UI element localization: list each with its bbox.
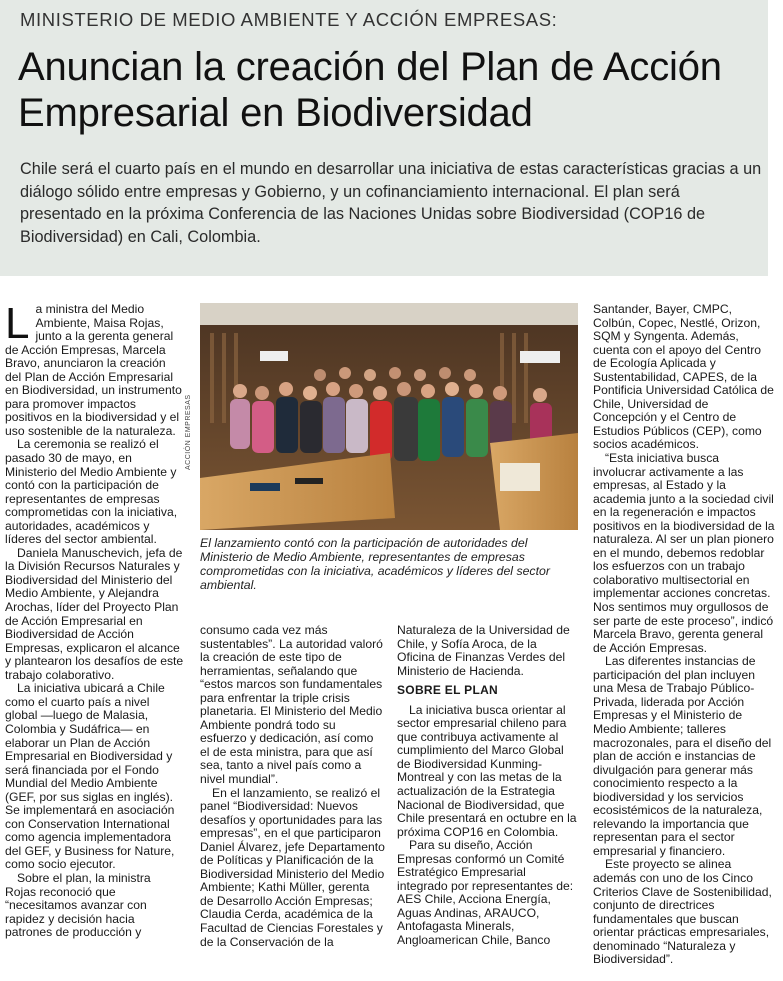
article-header xyxy=(0,0,768,276)
paragraph: consumo cada vez más sustentables”. La autoridad valoró la creación de este tipo de herramientas, señalando que “estos marcos son fundamentales para enfrentar la triple crisis planetaria. El Ministerio del Medio Ambiente pondrá todo su esfuerzo y dedicación, así como el de esta ministra, para que así sea, tanto a nivel país como a nivel mundial”. xyxy=(200,623,383,787)
paragraph: Este proyecto se alinea además con uno de los Cinco Criterios Clave de Sostenibilidad, conjunto de directrices fundamentales que buscan orientar prácticas empresariales, denominado “Naturaleza y Biodiversidad”. xyxy=(593,857,772,967)
paragraph: “Esta iniciativa busca involucrar activamente a las empresas, al Estado y la academia junto a la sociedad civil en la regeneración e impactos positivos en la biodiversidad de la naturaleza. Al ser un plan pionero en el mundo, debemos redoblar los esfuerzos con un trabajo colaborativo multisectorial en implementar acciones concretas. Nos sentimos muy orgullosos de ser parte de este proceso”, indicó Marcela Bravo, gerenta general de Acción Empresas. xyxy=(593,451,775,655)
column-2 xyxy=(200,624,385,949)
paragraph: En el lanzamiento, se realizó el panel “Biodiversidad: Nuevos desafíos y oportunidades para las empresas”, en el que participaron Daniel Álvarez, jefe Departamento de Políticas y Planificación de la Biodiversidad Ministerio del Medio Ambiente; Kathi Müller, gerenta de Desarrollo Acción Empresas; Claudia Cerda, académica de la Facultad de Ciencias Forestales y de la Conservación de la xyxy=(200,785,385,949)
photo-credit: ACCIÓN EMPRESAS xyxy=(185,394,192,470)
paragraph-text: a ministra del Medio Ambiente, Maisa Rojas, junto a la gerenta general de Acción Empresas, Marcela Bravo, anunciaron la creación del Plan de Acción Empresarial en Biodiversidad, un instrumento para promover impactos positivos en la biodiversidad y el uso sostenible de la naturaleza. xyxy=(5,302,182,438)
group-photo-illustration xyxy=(200,303,578,530)
column-4 xyxy=(593,303,775,967)
headline: Anuncian la creación del Plan de Acción Empresarial en Biodiversidad xyxy=(18,45,722,135)
paragraph: Naturaleza de la Universidad de Chile, y Sofía Aroca, de la Oficina de Finanzas Verdes del Ministerio de Hacienda. xyxy=(397,623,570,678)
paragraph: Santander, Bayer, CMPC, Colbún, Copec, Nestlé, Orizon, SQM y Syngenta. Además, cuenta con el apoyo del Centro de Ecología Aplicada y Sustentabilidad, CAPES, de la Pontificia Universidad Católica de Chile, Universidad de Concepción y el Centro de Estudios Públicos (CEP), como socios académicos. xyxy=(593,302,774,452)
event-photo xyxy=(200,303,578,530)
paragraph: La ceremonia se realizó el pasado 30 de mayo, en Ministerio del Medio Ambiente y contó con la participación de representantes de empresas comprometidas con la iniciativa, autoridades, académicos y líderes del sector ambiental. xyxy=(5,437,178,547)
photo-caption: El lanzamiento contó con la participación de autoridades del Ministerio de Medio Ambiente, representantes de empresas comprometidas con la iniciativa, académicos y líderes del sector ambiental. xyxy=(200,536,550,592)
drop-cap: L xyxy=(5,299,30,348)
paragraph: Sobre el plan, la ministra Rojas reconoció que “necesitamos avanzar con rapidez y decisión hacia patrones de producción y xyxy=(5,870,151,940)
paragraph xyxy=(5,299,185,438)
lead-paragraph: Chile será el cuarto país en el mundo en desarrollar una iniciativa de estas características gracias a un diálogo sólido entre empresas y Gobierno, y un cofinanciamiento internacional. El plan será presentado en la próxima Conferencia de las Naciones Unidas sobre Biodiversidad (COP16 de Biodiversidad) en Cali, Colombia. xyxy=(20,160,762,246)
section-subhead: SOBRE EL PLAN xyxy=(397,683,499,698)
column-1 xyxy=(5,299,185,940)
paragraph: La iniciativa ubicará a Chile como el cuarto país a nivel global —luego de Malasia, Colombia y Sudáfrica— en elaborar un Plan de Acción Empresarial en Biodiversidad y será financiada por el Fondo Mundial del Medio Ambiente (GEF, por sus siglas en inglés). Se implementará en asociación con Conservation International como agencia implementadora del GEF, y Business for Nature, como socio ejecutor. xyxy=(5,681,175,872)
paragraph: La iniciativa busca orientar al sector empresarial chileno para que contribuya activamente al cumplimiento del Marco Global de Biodiversidad Kunming-Montreal y con las metas de la actualización de la Estrategia Nacional de Biodiversidad, que Chile presentará en octubre en la próxima COP16 en Colombia. xyxy=(397,702,577,839)
paragraph: Las diferentes instancias de participación del plan incluyen una Mesa de Trabajo Público-Privada, liderada por Acción Empresas y el Ministerio de Medio Ambiente; talleres macrozonales, para el diseño del plan de acción e instancias de divulgación para generar más conocimiento respecto a la biodiversidad y los servicios ecosistémicos de la naturaleza, relevando la importancia que representan para el sector empresarial y financiero. xyxy=(593,654,772,858)
paragraph: Daniela Manuschevich, jefa de la División Recursos Naturales y Biodiversidad del Ministerio del Medio Ambiente, y Alejandra Arochas, líder del Proyecto Plan de Acción Empresarial en Biodiversidad de Acción Empresas, explicaron el alcance y plantearon los desafíos de este trabajo colaborativo. xyxy=(5,545,184,682)
column-3 xyxy=(397,624,577,948)
kicker: MINISTERIO DE MEDIO AMBIENTE Y ACCIÓN EMPRESAS: xyxy=(20,9,558,30)
paragraph: Para su diseño, Acción Empresas conformó un Comité Estratégico Empresarial integrado por representantes de: AES Chile, Acciona Energía, Aguas Andinas, ARAUCO, Antofagasta Minerals, Angloamerican Chile, Banco xyxy=(397,838,574,948)
